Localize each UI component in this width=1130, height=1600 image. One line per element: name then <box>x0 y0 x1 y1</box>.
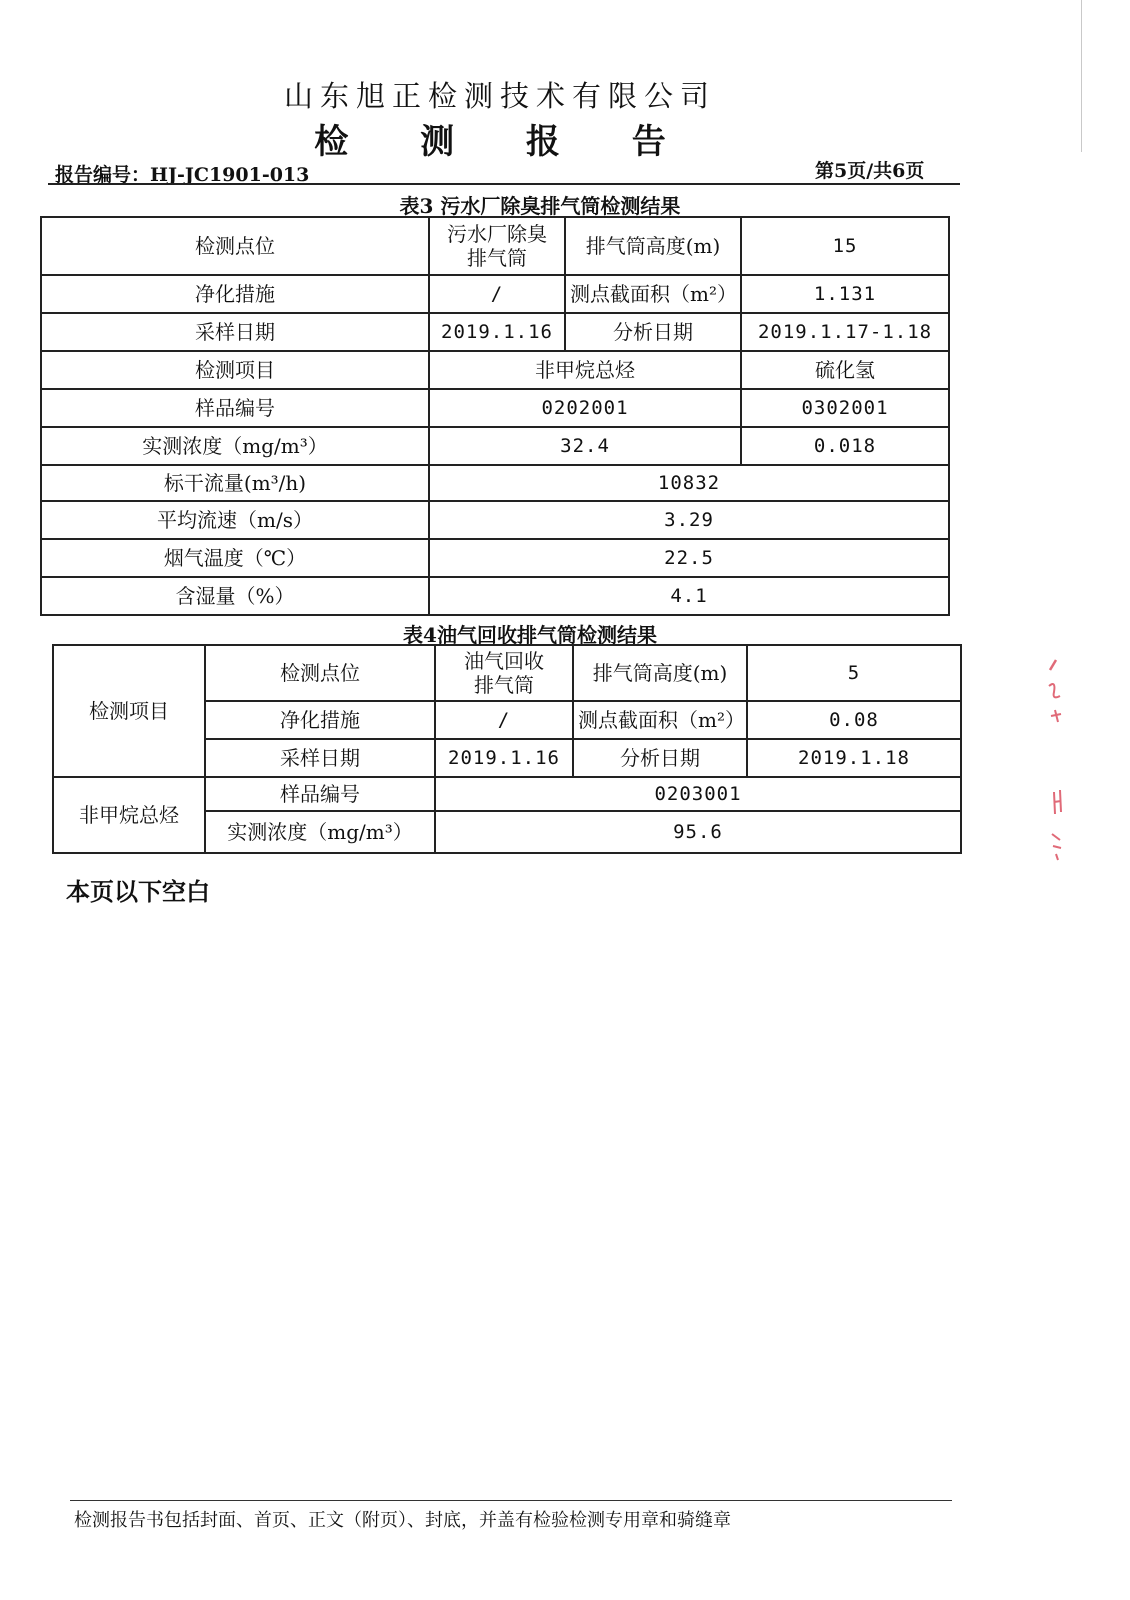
table4-analysis-date-value: 2019.1.18 <box>747 739 961 777</box>
report-number: 报告编号：HJ-JC1901-013 <box>55 164 310 186</box>
table4-treatment-value: / <box>435 701 573 739</box>
table3-monitor-point-value <box>429 217 565 275</box>
table3-stack-height-label: 排气筒高度(m) <box>565 217 741 275</box>
footer-note: 检测报告书包括封面、首页、正文（附页）、封底，并盖有检验检测专用章和骑缝章 <box>74 1510 731 1531</box>
table3-conc1: 32.4 <box>429 427 741 465</box>
table3 <box>40 216 950 616</box>
seam-stamp-fragment <box>1046 650 1070 880</box>
table3-area-value: 1.131 <box>741 275 949 313</box>
table3-velocity-label: 平均流速（m/s） <box>41 501 429 539</box>
table4-monitor-point-label: 检测点位 <box>205 645 435 701</box>
table3-velocity-value: 3.29 <box>429 501 949 539</box>
table3-flow-value: 10832 <box>429 465 949 501</box>
table4-monitor-point-line1: 油气回收 <box>464 649 544 673</box>
document-title: 检 测 报 告 <box>314 122 696 162</box>
table3-area-label: 测点截面积（m²） <box>565 275 741 313</box>
table4-sample-no-label: 样品编号 <box>205 777 435 811</box>
table4-treatment-label: 净化措施 <box>205 701 435 739</box>
table4-item-label: 检测项目 <box>53 645 205 777</box>
table3-moisture-value: 4.1 <box>429 577 949 615</box>
table4 <box>52 644 962 854</box>
table3-sampling-date-label: 采样日期 <box>41 313 429 351</box>
table3-temp-label: 烟气温度（℃） <box>41 539 429 577</box>
table3-stack-height-value: 15 <box>741 217 949 275</box>
table4-conc-label: 实测浓度（mg/m³） <box>205 811 435 853</box>
table4-sampling-date-label: 采样日期 <box>205 739 435 777</box>
table3-sample-no-label: 样品编号 <box>41 389 429 427</box>
table4-area-value: 0.08 <box>747 701 961 739</box>
table3-caption: 表3 污水厂除臭排气筒检测结果 <box>399 194 681 218</box>
table3-treatment-value: / <box>429 275 565 313</box>
table3-analysis-date-value: 2019.1.17-1.18 <box>741 313 949 351</box>
table4-sampling-date-value: 2019.1.16 <box>435 739 573 777</box>
table4-caption: 表4油气回收排气筒检测结果 <box>403 623 657 647</box>
table4-conc-value: 95.6 <box>435 811 961 853</box>
table3-temp-value: 22.5 <box>429 539 949 577</box>
table3-analysis-date-label: 分析日期 <box>565 313 741 351</box>
page-indicator: 第5页/共6页 <box>815 160 925 182</box>
table4-monitor-point-value <box>435 645 573 701</box>
table3-sampling-date-value: 2019.1.16 <box>429 313 565 351</box>
table4-pollutant: 非甲烷总烃 <box>53 777 205 853</box>
table4-monitor-point-line2: 排气筒 <box>474 673 534 697</box>
table3-item2: 硫化氢 <box>741 351 949 389</box>
table3-monitor-point-line2: 排气筒 <box>467 246 527 270</box>
table3-treatment-label: 净化措施 <box>41 275 429 313</box>
table4-stack-height-label: 排气筒高度(m) <box>573 645 747 701</box>
table3-sample1: 0202001 <box>429 389 741 427</box>
table4-analysis-date-label: 分析日期 <box>573 739 747 777</box>
table3-conc-label: 实测浓度（mg/m³） <box>41 427 429 465</box>
table3-flow-label: 标干流量(m³/h) <box>41 465 429 501</box>
company-name: 山东旭正检测技术有限公司 <box>283 79 716 113</box>
table3-item1: 非甲烷总烃 <box>429 351 741 389</box>
table3-moisture-label: 含湿量（%） <box>41 577 429 615</box>
table4-sample-no-value: 0203001 <box>435 777 961 811</box>
table3-sample2: 0302001 <box>741 389 949 427</box>
table3-monitor-point-line1: 污水厂除臭 <box>447 222 547 246</box>
table4-area-label: 测点截面积（m²） <box>573 701 747 739</box>
footer-divider <box>70 1500 952 1501</box>
page-edge-line <box>1081 0 1082 152</box>
table3-monitor-point-label: 检测点位 <box>41 217 429 275</box>
table3-item-label: 检测项目 <box>41 351 429 389</box>
header-divider <box>48 183 960 185</box>
table3-conc2: 0.018 <box>741 427 949 465</box>
blank-below-note: 本页以下空白 <box>66 877 210 906</box>
table4-stack-height-value: 5 <box>747 645 961 701</box>
